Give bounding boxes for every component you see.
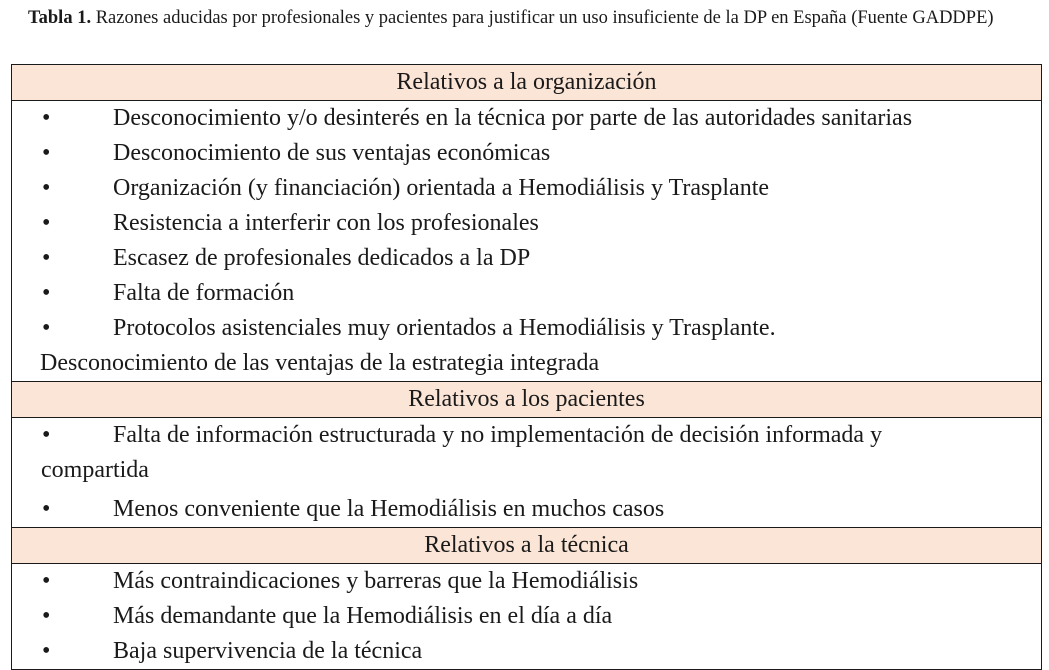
section-header-organizacion: Relativos a la organización: [12, 65, 1042, 101]
bullet-icon: •: [42, 603, 51, 629]
list-item: • Organización (y financiación) orientada a Hemodiálisis y Trasplante: [12, 171, 1041, 206]
section-body-pacientes: [12, 418, 1042, 528]
bullet-icon: •: [42, 568, 51, 594]
list-item: • Resistencia a interferir con los profesionales: [12, 206, 1041, 241]
bullet-icon: •: [42, 175, 51, 201]
bullet-icon: •: [42, 496, 51, 522]
bullet-icon: •: [42, 315, 51, 341]
section-body-organizacion: [12, 101, 1042, 382]
list-item: • Más contraindicaciones y barreras que la Hemodiálisis: [12, 564, 1041, 599]
bullet-icon: •: [42, 280, 51, 306]
list-item: • Falta de información estructurada y no implementación de decisión informada y compartida: [12, 418, 1041, 488]
bullet-icon: •: [42, 638, 51, 664]
list-trailing-text: Desconocimiento de las ventajas de la estrategia integrada: [40, 350, 600, 376]
list-item: • Falta de formación: [12, 276, 1041, 311]
bullet-icon: •: [42, 210, 51, 236]
list-item: • Desconocimiento de sus ventajas económicas: [12, 136, 1041, 171]
section-header-tecnica: Relativos a la técnica: [12, 528, 1042, 564]
table-caption-label: Tabla 1.: [28, 8, 92, 28]
list-item: • Más demandante que la Hemodiálisis en el día a día: [12, 599, 1041, 634]
bullet-icon: •: [42, 140, 51, 166]
table-caption-text: Razones aducidas por profesionales y pacientes para justificar un uso insuficiente de la DP en España (Fuente GADDPE): [91, 8, 994, 28]
bullet-icon: •: [42, 245, 51, 271]
table-caption: [28, 6, 1028, 30]
list-item: • Baja supervivencia de la técnica: [12, 634, 1041, 669]
section-body-tecnica: [12, 564, 1042, 670]
section-header-pacientes: Relativos a los pacientes: [12, 382, 1042, 418]
list-item: • Escasez de profesionales dedicados a la DP: [12, 241, 1041, 276]
reasons-table: [11, 64, 1042, 670]
bullet-icon: •: [42, 422, 51, 448]
list-item: • Protocolos asistenciales muy orientados a Hemodiálisis y Trasplante.: [12, 311, 1041, 346]
list-item: • Menos conveniente que la Hemodiálisis en muchos casos: [12, 492, 1041, 527]
bullet-icon: •: [42, 105, 51, 131]
list-item: • Desconocimiento y/o desinterés en la técnica por parte de las autoridades sanitarias: [12, 101, 1041, 136]
